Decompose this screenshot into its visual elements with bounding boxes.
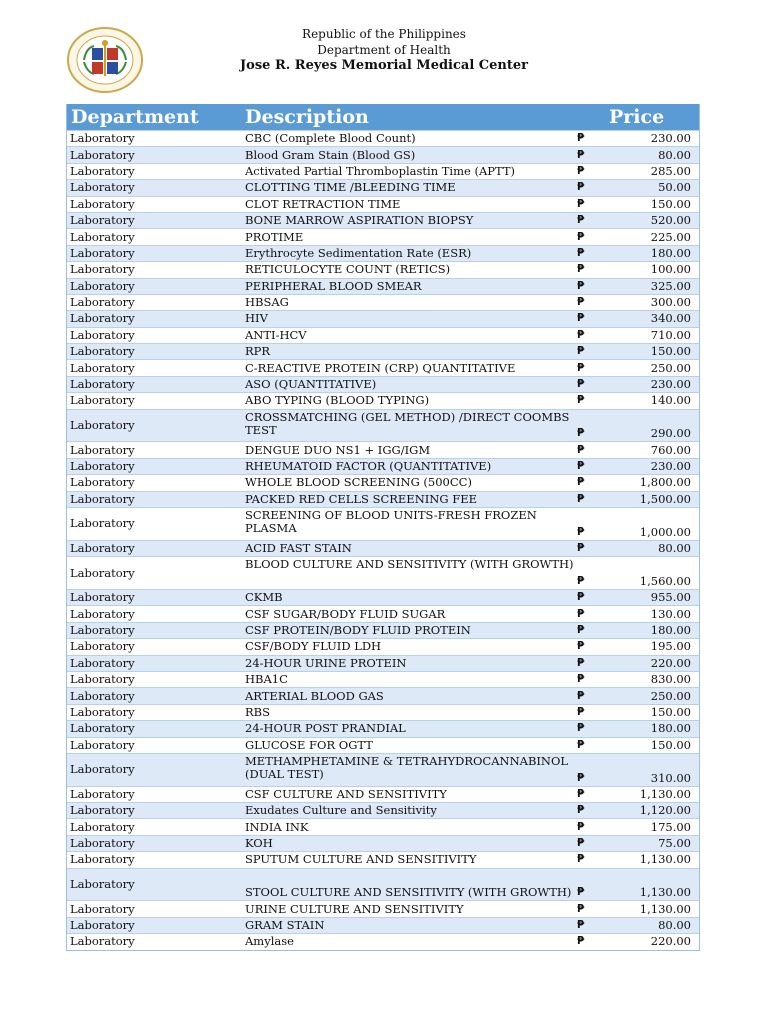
- table-row: [67, 753, 699, 786]
- description-cell: 24-HOUR URINE PROTEIN: [245, 656, 407, 670]
- header-department: Department of Health: [317, 43, 451, 57]
- description-cell: KOH: [245, 837, 273, 851]
- price-cell: 830.00: [650, 672, 691, 687]
- price-cell: 175.00: [650, 819, 691, 834]
- department-cell: Laboratory: [70, 147, 135, 162]
- table-row: [67, 245, 699, 261]
- price-cell: 230.00: [650, 459, 691, 474]
- price-cell: 340.00: [650, 311, 691, 326]
- department-cell: Laboratory: [70, 918, 135, 933]
- price-cell: 1,130.00: [639, 852, 691, 867]
- description-cell: CROSSMATCHING (GEL METHOD) /DIRECT COOMBS TEST: [245, 409, 570, 437]
- description-cell: Exudates Culture and Sensitivity: [245, 804, 437, 818]
- table-row: [67, 196, 699, 212]
- price-cell: 1,000.00: [639, 524, 691, 539]
- price-cell: 150.00: [650, 737, 691, 752]
- department-cell: Laboratory: [70, 590, 135, 605]
- description-cell: CSF/BODY FLUID LDH: [245, 640, 382, 654]
- table-row: [67, 589, 699, 605]
- price-cell: 150.00: [650, 344, 691, 359]
- description-cell: Activated Partial Thromboplastin Time (APTT): [245, 164, 516, 178]
- description-cell: Amylase: [245, 935, 294, 949]
- table-row: [67, 737, 699, 753]
- department-cell: Laboratory: [70, 131, 135, 146]
- description-cell: CLOTTING TIME /BLEEDING TIME: [245, 181, 456, 195]
- price-cell: 180.00: [650, 721, 691, 736]
- peso-sign-icon: ₱: [577, 394, 585, 407]
- price-cell: 1,130.00: [639, 901, 691, 916]
- description-cell: ABO TYPING (BLOOD TYPING): [245, 394, 430, 408]
- description-cell: BONE MARROW ASPIRATION BIOPSY: [245, 214, 474, 228]
- peso-sign-icon: ₱: [577, 492, 585, 505]
- table-row: [67, 556, 699, 589]
- table-row: [67, 638, 699, 654]
- price-cell: 150.00: [650, 704, 691, 719]
- table-row: [67, 704, 699, 720]
- price-cell: 955.00: [650, 590, 691, 605]
- department-cell: Laboratory: [70, 344, 135, 359]
- department-cell: Laboratory: [70, 311, 135, 326]
- price-cell: 325.00: [650, 278, 691, 293]
- department-cell: Laboratory: [70, 213, 135, 228]
- document-header: [0, 26, 768, 74]
- peso-sign-icon: ₱: [577, 164, 585, 177]
- department-cell: Laboratory: [70, 360, 135, 375]
- table-row: [67, 900, 699, 916]
- table-row: [67, 786, 699, 802]
- table-body: [67, 130, 699, 950]
- table-row: [67, 720, 699, 736]
- description-cell: PACKED RED CELLS SCREENING FEE: [245, 492, 477, 506]
- department-cell: Laboratory: [70, 442, 135, 457]
- description-cell: INDIA INK: [245, 820, 309, 834]
- price-cell: 100.00: [650, 262, 691, 277]
- department-cell: Laboratory: [70, 934, 135, 949]
- department-cell: Laboratory: [70, 704, 135, 719]
- peso-sign-icon: ₱: [577, 673, 585, 686]
- description-cell: GRAM STAIN: [245, 919, 325, 933]
- description-cell: GLUCOSE FOR OGTT: [245, 738, 373, 752]
- table-row: [67, 441, 699, 457]
- description-cell: 24-HOUR POST PRANDIAL: [245, 722, 406, 736]
- table-row: [67, 310, 699, 326]
- column-header-price: Price: [609, 106, 665, 128]
- department-cell: Laboratory: [70, 565, 135, 580]
- table-row: [67, 671, 699, 687]
- price-cell: 130.00: [650, 606, 691, 621]
- table-row: [67, 802, 699, 818]
- peso-sign-icon: ₱: [577, 787, 585, 800]
- price-cell: 1,560.00: [639, 573, 691, 588]
- department-cell: Laboratory: [70, 278, 135, 293]
- peso-sign-icon: ₱: [577, 656, 585, 669]
- description-cell: RPR: [245, 345, 271, 359]
- peso-sign-icon: ₱: [577, 279, 585, 292]
- description-cell: Blood Gram Stain (Blood GS): [245, 148, 416, 162]
- department-cell: Laboratory: [70, 836, 135, 851]
- price-cell: 225.00: [650, 229, 691, 244]
- peso-sign-icon: ₱: [577, 722, 585, 735]
- peso-sign-icon: ₱: [577, 427, 585, 440]
- description-cell: CLOT RETRACTION TIME: [245, 197, 401, 211]
- peso-sign-icon: ₱: [577, 640, 585, 653]
- department-cell: Laboratory: [70, 459, 135, 474]
- table-row: [67, 409, 699, 442]
- peso-sign-icon: ₱: [577, 541, 585, 554]
- table-row: [67, 540, 699, 556]
- price-cell: 220.00: [650, 655, 691, 670]
- price-cell: 180.00: [650, 245, 691, 260]
- table-row: [67, 605, 699, 621]
- peso-sign-icon: ₱: [577, 476, 585, 489]
- table-row: [67, 474, 699, 490]
- peso-sign-icon: ₱: [577, 246, 585, 259]
- peso-sign-icon: ₱: [577, 705, 585, 718]
- description-cell: SCREENING OF BLOOD UNITS-FRESH FROZEN PLASMA: [245, 508, 537, 535]
- table-row: [67, 835, 699, 851]
- peso-sign-icon: ₱: [577, 230, 585, 243]
- department-cell: Laboratory: [70, 327, 135, 342]
- description-cell: CKMB: [245, 591, 283, 605]
- table-row: [67, 868, 699, 901]
- peso-sign-icon: ₱: [577, 312, 585, 325]
- peso-sign-icon: ₱: [577, 607, 585, 620]
- table-row: [67, 359, 699, 375]
- price-cell: 290.00: [650, 426, 691, 441]
- table-row: [67, 278, 699, 294]
- peso-sign-icon: ₱: [577, 591, 585, 604]
- peso-sign-icon: ₱: [577, 623, 585, 636]
- price-cell: 250.00: [650, 360, 691, 375]
- price-list-table: [66, 104, 700, 951]
- peso-sign-icon: ₱: [577, 689, 585, 702]
- peso-sign-icon: ₱: [577, 804, 585, 817]
- department-cell: Laboratory: [70, 655, 135, 670]
- department-cell: Laboratory: [70, 688, 135, 703]
- department-cell: Laboratory: [70, 622, 135, 637]
- description-cell: ASO (QUANTITATIVE): [245, 378, 377, 392]
- description-cell: ANTI-HCV: [245, 328, 307, 342]
- description-cell: DENGUE DUO NS1 + IGG/IGM: [245, 443, 431, 457]
- department-cell: Laboratory: [70, 377, 135, 392]
- table-row: [67, 818, 699, 834]
- department-cell: Laboratory: [70, 737, 135, 752]
- price-cell: 230.00: [650, 377, 691, 392]
- description-cell: SPUTUM CULTURE AND SENSITIVITY: [245, 853, 477, 867]
- peso-sign-icon: ₱: [577, 181, 585, 194]
- department-cell: Laboratory: [70, 786, 135, 801]
- peso-sign-icon: ₱: [577, 361, 585, 374]
- peso-sign-icon: ₱: [577, 574, 585, 587]
- peso-sign-icon: ₱: [577, 263, 585, 276]
- table-row: [67, 179, 699, 195]
- price-cell: 80.00: [658, 540, 691, 555]
- department-cell: Laboratory: [70, 639, 135, 654]
- price-cell: 710.00: [650, 327, 691, 342]
- peso-sign-icon: ₱: [577, 296, 585, 309]
- peso-sign-icon: ₱: [577, 525, 585, 538]
- department-cell: Laboratory: [70, 163, 135, 178]
- description-cell: METHAMPHETAMINE & TETRAHYDROCANNABINOL (DUAL TEST): [245, 753, 569, 781]
- description-cell: WHOLE BLOOD SCREENING (500CC): [245, 476, 472, 490]
- description-cell: Erythrocyte Sedimentation Rate (ESR): [245, 246, 472, 260]
- price-cell: 1,130.00: [639, 885, 691, 900]
- peso-sign-icon: ₱: [577, 443, 585, 456]
- table-row: [67, 392, 699, 408]
- department-cell: Laboratory: [70, 418, 135, 433]
- peso-sign-icon: ₱: [577, 738, 585, 751]
- price-cell: 80.00: [658, 918, 691, 933]
- price-cell: 1,800.00: [639, 475, 691, 490]
- peso-sign-icon: ₱: [577, 820, 585, 833]
- table-row: [67, 146, 699, 162]
- description-cell: RHEUMATOID FACTOR (QUANTITATIVE): [245, 460, 492, 474]
- table-row: [67, 491, 699, 507]
- department-cell: Laboratory: [70, 262, 135, 277]
- peso-sign-icon: ₱: [577, 853, 585, 866]
- table-row: [67, 917, 699, 933]
- description-cell: RBS: [245, 705, 270, 719]
- description-cell: CSF SUGAR/BODY FLUID SUGAR: [245, 607, 446, 621]
- table-row: [67, 343, 699, 359]
- price-cell: 230.00: [650, 131, 691, 146]
- price-cell: 50.00: [658, 180, 691, 195]
- price-cell: 1,500.00: [639, 491, 691, 506]
- table-row: [67, 687, 699, 703]
- table-row: [67, 851, 699, 867]
- table-row: [67, 655, 699, 671]
- department-cell: Laboratory: [70, 901, 135, 916]
- department-cell: Laboratory: [70, 672, 135, 687]
- table-row: [67, 294, 699, 310]
- description-cell: HBSAG: [245, 296, 289, 310]
- column-header-department: Department: [71, 106, 199, 128]
- price-cell: 760.00: [650, 442, 691, 457]
- department-cell: Laboratory: [70, 540, 135, 555]
- department-cell: Laboratory: [70, 877, 135, 892]
- table-row: [67, 327, 699, 343]
- department-cell: Laboratory: [70, 245, 135, 260]
- peso-sign-icon: ₱: [577, 919, 585, 932]
- description-cell: ACID FAST STAIN: [245, 541, 352, 555]
- table-row: [67, 228, 699, 244]
- department-cell: Laboratory: [70, 491, 135, 506]
- table-row: [67, 458, 699, 474]
- price-cell: 1,120.00: [639, 803, 691, 818]
- peso-sign-icon: ₱: [577, 345, 585, 358]
- description-cell: C-REACTIVE PROTEIN (CRP) QUANTITATIVE: [245, 361, 516, 375]
- peso-sign-icon: ₱: [577, 378, 585, 391]
- department-cell: Laboratory: [70, 606, 135, 621]
- peso-sign-icon: ₱: [577, 132, 585, 145]
- description-cell: CSF PROTEIN/BODY FLUID PROTEIN: [245, 623, 471, 637]
- department-cell: Laboratory: [70, 475, 135, 490]
- peso-sign-icon: ₱: [577, 886, 585, 899]
- department-cell: Laboratory: [70, 180, 135, 195]
- price-cell: 180.00: [650, 622, 691, 637]
- table-row: [67, 376, 699, 392]
- department-cell: Laboratory: [70, 721, 135, 736]
- department-cell: Laboratory: [70, 229, 135, 244]
- price-cell: 300.00: [650, 295, 691, 310]
- header-hospital-name: Jose R. Reyes Memorial Medical Center: [240, 58, 528, 73]
- department-cell: Laboratory: [70, 819, 135, 834]
- department-cell: Laboratory: [70, 295, 135, 310]
- description-cell: CBC (Complete Blood Count): [245, 132, 416, 146]
- table-row: [67, 130, 699, 146]
- price-cell: 140.00: [650, 393, 691, 408]
- price-cell: 520.00: [650, 213, 691, 228]
- department-cell: Laboratory: [70, 762, 135, 777]
- table-row: [67, 212, 699, 228]
- department-cell: Laboratory: [70, 852, 135, 867]
- price-cell: 80.00: [658, 147, 691, 162]
- table-row: [67, 163, 699, 179]
- peso-sign-icon: ₱: [577, 460, 585, 473]
- price-cell: 220.00: [650, 934, 691, 949]
- price-cell: 1,130.00: [639, 786, 691, 801]
- table-header-row: [67, 104, 699, 130]
- description-cell: PROTIME: [245, 230, 304, 244]
- peso-sign-icon: ₱: [577, 197, 585, 210]
- department-cell: Laboratory: [70, 803, 135, 818]
- table-row: [67, 261, 699, 277]
- description-cell: URINE CULTURE AND SENSITIVITY: [245, 902, 464, 916]
- peso-sign-icon: ₱: [577, 328, 585, 341]
- department-cell: Laboratory: [70, 393, 135, 408]
- price-cell: 285.00: [650, 163, 691, 178]
- peso-sign-icon: ₱: [577, 214, 585, 227]
- peso-sign-icon: ₱: [577, 902, 585, 915]
- header-country: Republic of the Philippines: [302, 27, 466, 41]
- price-cell: 310.00: [650, 770, 691, 785]
- description-cell: CSF CULTURE AND SENSITIVITY: [245, 787, 447, 801]
- department-cell: Laboratory: [70, 196, 135, 211]
- table-row: [67, 507, 699, 540]
- description-cell: HBA1C: [245, 673, 288, 687]
- description-cell: STOOL CULTURE AND SENSITIVITY (WITH GROWTH): [245, 885, 572, 900]
- column-header-description: Description: [245, 106, 369, 128]
- department-cell: Laboratory: [70, 516, 135, 531]
- price-cell: 195.00: [650, 639, 691, 654]
- table-row: [67, 622, 699, 638]
- description-cell: RETICULOCYTE COUNT (RETICS): [245, 263, 451, 277]
- peso-sign-icon: ₱: [577, 837, 585, 850]
- peso-sign-icon: ₱: [577, 148, 585, 161]
- table-row: [67, 933, 699, 949]
- description-cell: HIV: [245, 312, 268, 326]
- peso-sign-icon: ₱: [577, 935, 585, 948]
- description-cell: ARTERIAL BLOOD GAS: [245, 689, 384, 703]
- price-cell: 75.00: [658, 836, 691, 851]
- peso-sign-icon: ₱: [577, 771, 585, 784]
- price-cell: 250.00: [650, 688, 691, 703]
- description-cell: PERIPHERAL BLOOD SMEAR: [245, 279, 422, 293]
- price-cell: 150.00: [650, 196, 691, 211]
- description-cell: BLOOD CULTURE AND SENSITIVITY (WITH GROWTH): [245, 557, 574, 572]
